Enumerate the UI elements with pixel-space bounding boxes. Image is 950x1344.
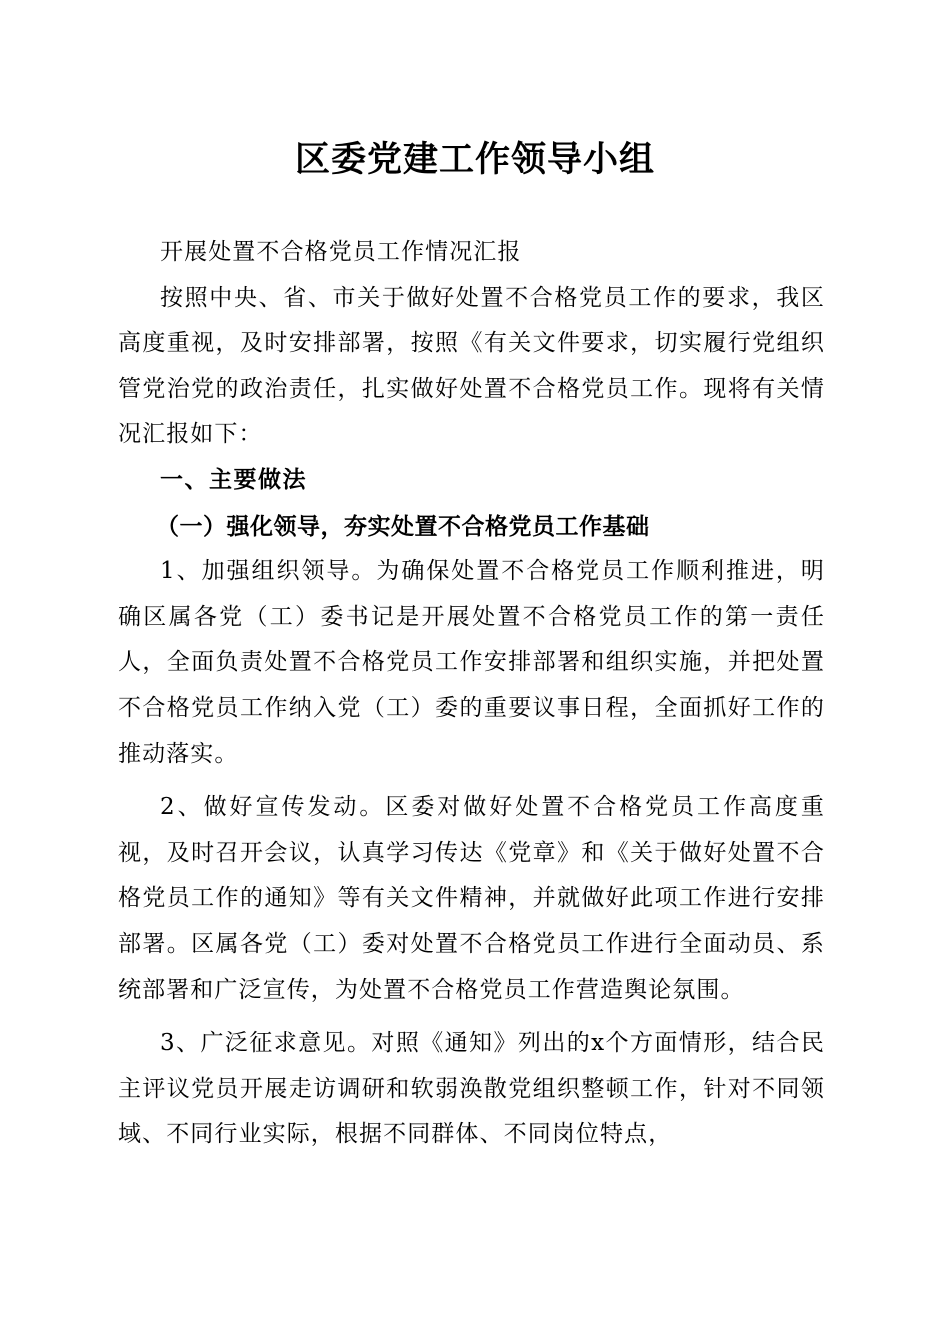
- report-subtitle: 开展处置不合格党员工作情况汇报: [160, 239, 522, 265]
- section-heading-main-practices: 一、主要做法: [160, 466, 307, 493]
- page-title: 区委党建工作领导小组: [294, 139, 655, 180]
- paragraph-item-3: 3、广泛征求意见。对照《通知》列出的x个方面情形，结合民主评议党员开展走访调研和软弱涣散党组织整顿工作，针对不同领域、不同行业实际，根据不同群体、不同岗位特点，: [118, 1030, 825, 1148]
- intro-paragraph: 按照中央、省、市关于做好处置不合格党员工作的要求，我区高度重视，及时安排部署，按照《有关文件要求，切实履行党组织管党治党的政治责任，扎实做好处置不合格党员工作。现将有关情况汇报如下：: [118, 284, 825, 448]
- paragraph-item-1: 1、加强组织领导。为确保处置不合格党员工作顺利推进，明确区属各党（工）委书记是开展处置不合格党员工作的第一责任人，全面负责处置不合格党员工作安排部署和组织实施，并把处置不合格党员工作纳入党（工）委的重要议事日程，全面抓好工作的推动落实。: [118, 558, 825, 767]
- document-body: [118, 230, 825, 1158]
- paragraph-item-2: 2、做好宣传发动。区委对做好处置不合格党员工作高度重视，及时召开会议，认真学习传达《党章》和《关于做好处置不合格党员工作的通知》等有关文件精神，并就做好此项工作进行安排部署。区属各党（工）委对处置不合格党员工作进行全面动员、系统部署和广泛宣传，为处置不合格党员工作营造舆论氛围。: [118, 794, 825, 1003]
- subsection-heading-leadership: （一）强化领导，夯实处置不合格党员工作基础: [156, 512, 650, 540]
